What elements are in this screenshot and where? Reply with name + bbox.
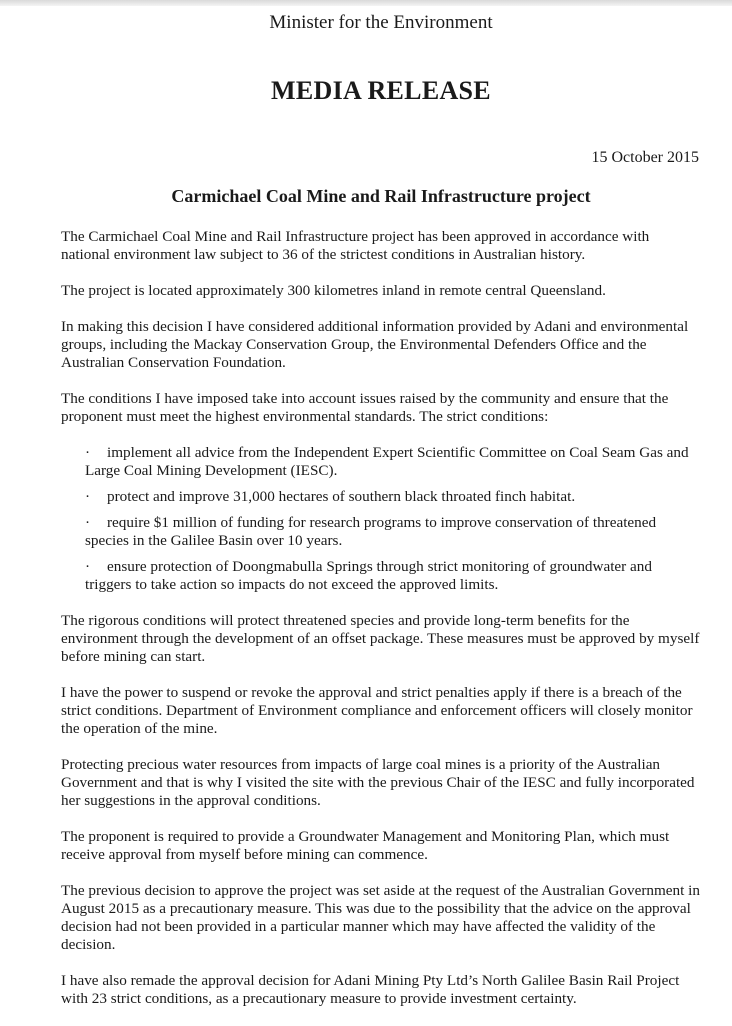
paragraph: The Carmichael Coal Mine and Rail Infrastructure project has been approved in accordance with national environment law subject to 36 of the strictest conditions in Australian history.: [61, 228, 650, 263]
media-release-heading: MEDIA RELEASE: [271, 76, 491, 105]
paragraph: Protecting precious water resources from impacts of large coal mines is a priority of the Australian Government and that is why I visited the site with the previous Chair of the IESC and fully incorporated her suggestions in the approval conditions.: [61, 756, 695, 809]
bullet-icon: ·: [85, 558, 91, 575]
conditions-list: [85, 444, 701, 594]
minister-title: Minister for the Environment: [269, 12, 493, 33]
top-divider: [0, 0, 732, 6]
bullet-icon: ·: [85, 514, 91, 531]
paragraph: The conditions I have imposed take into account issues raised by the community and ensure that the proponent must meet the highest environmental standards. The strict conditions:: [61, 390, 669, 425]
paragraph: In making this decision I have considered additional information provided by Adani and environmental groups, including the Mackay Conservation Group, the Environmental Defenders Office and the Australian Conservation Foundation.: [61, 318, 689, 371]
bullet-icon: ·: [85, 444, 91, 461]
paragraph: The project is located approximately 300 kilometres inland in remote central Queensland.: [61, 282, 606, 299]
paragraph: The rigorous conditions will protect threatened species and provide long-term benefits for the environment through the development of an offset package. These measures must be approved by myself before mining can start.: [61, 612, 700, 665]
list-item-text: ensure protection of Doongmabulla Springs through strict monitoring of groundwater and triggers to take action so impacts do not exceed the approved limits.: [85, 558, 652, 593]
release-date: 15 October 2015: [591, 149, 699, 166]
list-item: [85, 444, 701, 480]
paragraph: The proponent is required to provide a Groundwater Management and Monitoring Plan, which must receive approval from myself before mining can commence.: [61, 828, 670, 863]
list-item: [85, 488, 701, 506]
paragraph: I have the power to suspend or revoke the approval and strict penalties apply if there is a breach of the strict conditions. Department of Environment compliance and enforcement officers will closely monitor the operation of the mine.: [61, 684, 693, 737]
paragraph: The previous decision to approve the project was set aside at the request of the Australian Government in August 2015 as a precautionary measure. This was due to the possibility that the advice on the approval decision had not been provided in a particular manner which may have affected the validity of the decision.: [61, 882, 700, 953]
release-body: [61, 228, 701, 1026]
paragraph: I have also remade the approval decision for Adani Mining Pty Ltd’s North Galilee Basin Rail Project with 23 strict conditions, as a precautionary measure to provide investment certainty.: [61, 972, 680, 1007]
list-item: [85, 558, 701, 594]
list-item: [85, 514, 701, 550]
list-item-text: require $1 million of funding for research programs to improve conservation of threatened species in the Galilee Basin over 10 years.: [85, 514, 657, 549]
release-headline: Carmichael Coal Mine and Rail Infrastructure project: [171, 186, 591, 206]
list-item-text: implement all advice from the Independent Expert Scientific Committee on Coal Seam Gas and Large Coal Mining Development (IESC).: [85, 444, 689, 479]
bullet-icon: ·: [85, 488, 91, 505]
list-item-text: protect and improve 31,000 hectares of southern black throated finch habitat.: [107, 488, 576, 505]
